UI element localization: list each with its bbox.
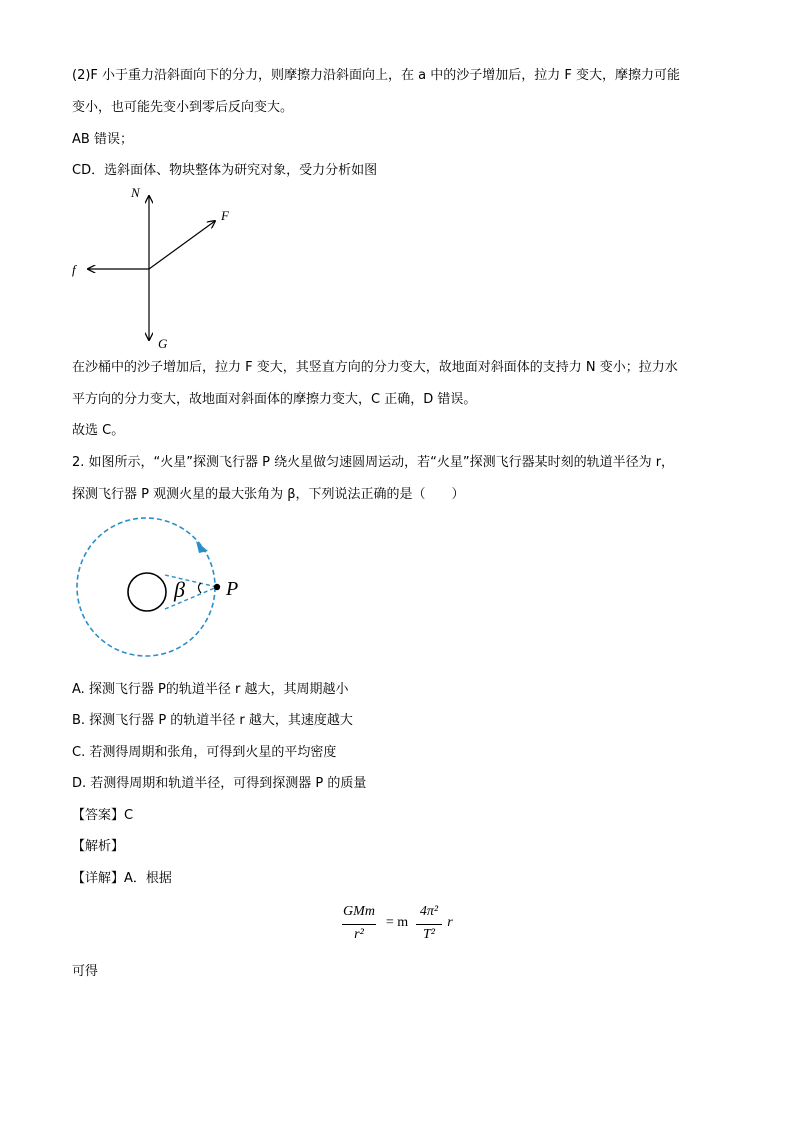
formula-equals: = m — [385, 915, 409, 930]
force-F-arrow — [149, 221, 215, 269]
label-F: F — [221, 208, 229, 223]
formula-rhs-denominator: T² — [423, 927, 435, 942]
label-G: G — [158, 336, 168, 351]
paragraph-line: (2)F 小于重力沿斜面向下的分力，则摩擦力沿斜面向上，在 a 中的沙子增加后，拉力 F 变大，摩擦力可能 — [72, 68, 680, 83]
paragraph-line: CD．选斜面体、物块整体为研究对象，受力分析如图 — [72, 163, 378, 178]
option-a: A. 探测飞行器 P的轨道半径 r 越大，其周期越小 — [72, 682, 349, 697]
fraction-bar — [416, 924, 442, 925]
formula-rhs-numerator: 4π² — [419, 904, 439, 919]
orbit-direction-arrow-icon — [196, 541, 208, 553]
label-N: N — [131, 185, 140, 200]
paragraph-line: 平方向的分力变大，故地面对斜面体的摩擦力变大，C 正确，D 错误。 — [72, 392, 477, 407]
label-beta: β — [174, 577, 185, 602]
label-f: f — [72, 262, 76, 277]
paragraph-line: 故选 C。 — [72, 423, 125, 438]
paragraph-line: 在沙桶中的沙子增加后，拉力 F 变大，其竖直方向的分力变大，故地面对斜面体的支持力 N 变小；拉力水 — [72, 360, 678, 375]
formula-lhs-numerator: GMm — [343, 904, 375, 919]
option-b: B. 探测飞行器 P 的轨道半径 r 越大，其速度越大 — [72, 713, 353, 728]
paragraph-line: AB 错误； — [72, 132, 133, 147]
answer-line: 【答案】C — [72, 808, 134, 823]
formula-lhs-denominator: r² — [354, 927, 364, 942]
option-c: C. 若测得周期和张角，可得到火星的平均密度 — [72, 745, 337, 760]
gravity-formula — [340, 902, 460, 950]
angle-arc — [199, 583, 202, 593]
detail-line: 【详解】A．根据 — [72, 871, 172, 886]
conclusion-line: 可得 — [72, 964, 99, 979]
orbit-circle — [77, 518, 215, 656]
question-stem: 探测飞行器 P 观测火星的最大张角为 β，下列说法正确的是（ ） — [72, 487, 465, 502]
probe-point — [214, 584, 220, 590]
analysis-heading: 【解析】 — [72, 839, 125, 854]
tangent-line-top — [165, 575, 217, 587]
question-stem: 2. 如图所示，“火星”探测飞行器 P 绕火星做匀速圆周运动，若“火星”探测飞行器某时刻的轨道半径为 r， — [72, 455, 675, 470]
label-P: P — [226, 578, 239, 600]
formula-rhs-tail: r — [447, 915, 453, 930]
fraction-bar — [342, 924, 376, 925]
paragraph-line: 变小，也可能先变小到零后反向变大。 — [72, 100, 294, 115]
option-d: D. 若测得周期和轨道半径，可得到探测器 P 的质量 — [72, 776, 367, 791]
mars-circle — [128, 573, 166, 611]
tangent-line-bottom — [165, 587, 217, 609]
